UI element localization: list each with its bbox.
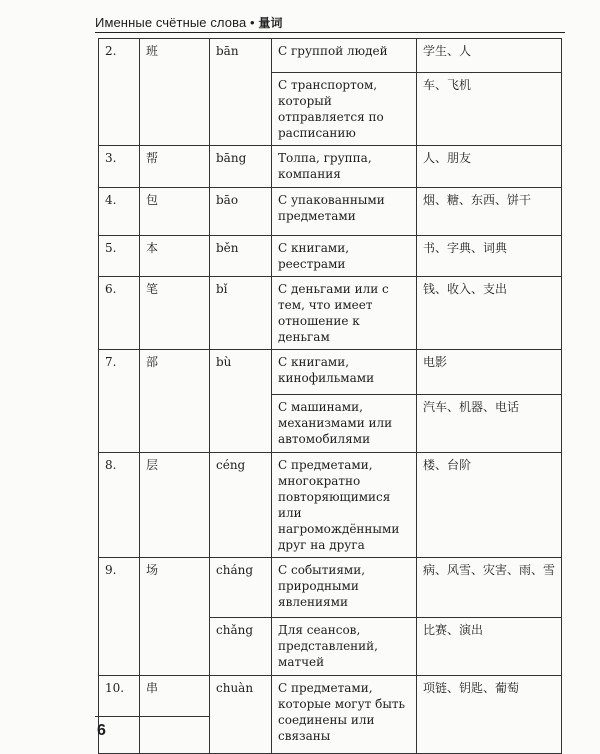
table-row (99, 39, 562, 73)
measure-word: 层 (140, 453, 210, 558)
header-chinese: 量词 (258, 16, 283, 30)
usage-description: С транспортом, который отправляется по расписанию (272, 73, 417, 146)
usage-description: С упакованными предметами (272, 188, 417, 236)
measure-word: 部 (140, 350, 210, 453)
table-row (99, 558, 562, 618)
row-number: 4. (99, 188, 140, 236)
measure-word: 帮 (140, 146, 210, 188)
examples: 汽车、机器、电话 (417, 395, 562, 453)
pinyin: běn (210, 236, 272, 277)
pinyin: bǐ (210, 277, 272, 350)
pinyin: bù (210, 350, 272, 453)
row-number: 2. (99, 39, 140, 146)
usage-description: С предметами, которые могут быть соединены или связаны (272, 676, 417, 754)
examples: 学生、人 (417, 39, 562, 73)
usage-description: С машинами, механизмами или автомобилями (272, 395, 417, 453)
row-number: 3. (99, 146, 140, 188)
examples: 电影 (417, 350, 562, 395)
examples: 楼、台阶 (417, 453, 562, 558)
row-number: 6. (99, 277, 140, 350)
footer-rule (95, 716, 210, 717)
row-number: 8. (99, 453, 140, 558)
usage-description: С предметами, многократно повторяющимися или нагромождёнными друг на друга (272, 453, 417, 558)
usage-description: С книгами, реестрами (272, 236, 417, 277)
page-header (95, 14, 565, 31)
table-row (99, 188, 562, 236)
pinyin: céng (210, 453, 272, 558)
examples: 钱、收入、支出 (417, 277, 562, 350)
examples: 项链、钥匙、葡萄 (417, 676, 562, 754)
measure-word: 场 (140, 558, 210, 676)
usage-description: С книгами, кинофильмами (272, 350, 417, 395)
row-number: 7. (99, 350, 140, 453)
row-number: 5. (99, 236, 140, 277)
row-number: 10. (99, 676, 140, 754)
usage-description: Для сеансов, представлений, матчей (272, 618, 417, 676)
measure-word: 串 (140, 676, 210, 754)
table-row (99, 146, 562, 188)
pinyin: cháng (210, 558, 272, 618)
measure-word: 包 (140, 188, 210, 236)
pinyin: bāng (210, 146, 272, 188)
measure-word: 本 (140, 236, 210, 277)
usage-description: С деньгами или с тем, что имеет отношение к деньгам (272, 277, 417, 350)
measure-word-table (98, 38, 562, 754)
header-bullet: • (250, 15, 255, 30)
table-row (99, 453, 562, 558)
measure-word: 笔 (140, 277, 210, 350)
table-row (99, 236, 562, 277)
pinyin: bāo (210, 188, 272, 236)
page-number: 6 (97, 722, 106, 739)
table-row (99, 350, 562, 395)
header-title: Именные счётные слова (95, 15, 247, 30)
examples: 比赛、演出 (417, 618, 562, 676)
usage-description: Толпа, группа, компания (272, 146, 417, 188)
table-row (99, 277, 562, 350)
measure-word: 班 (140, 39, 210, 146)
examples: 书、字典、词典 (417, 236, 562, 277)
usage-description: С группой людей (272, 39, 417, 73)
pinyin: chuàn (210, 676, 272, 754)
examples: 烟、糖、东西、饼干 (417, 188, 562, 236)
header-rule (95, 32, 565, 33)
pinyin: chǎng (210, 618, 272, 676)
examples: 车、飞机 (417, 73, 562, 146)
pinyin: bān (210, 39, 272, 146)
examples: 人、朋友 (417, 146, 562, 188)
examples: 病、风雪、灾害、雨、雪 (417, 558, 562, 618)
table-row (99, 676, 562, 754)
usage-description: С событиями, природными явлениями (272, 558, 417, 618)
row-number: 9. (99, 558, 140, 676)
